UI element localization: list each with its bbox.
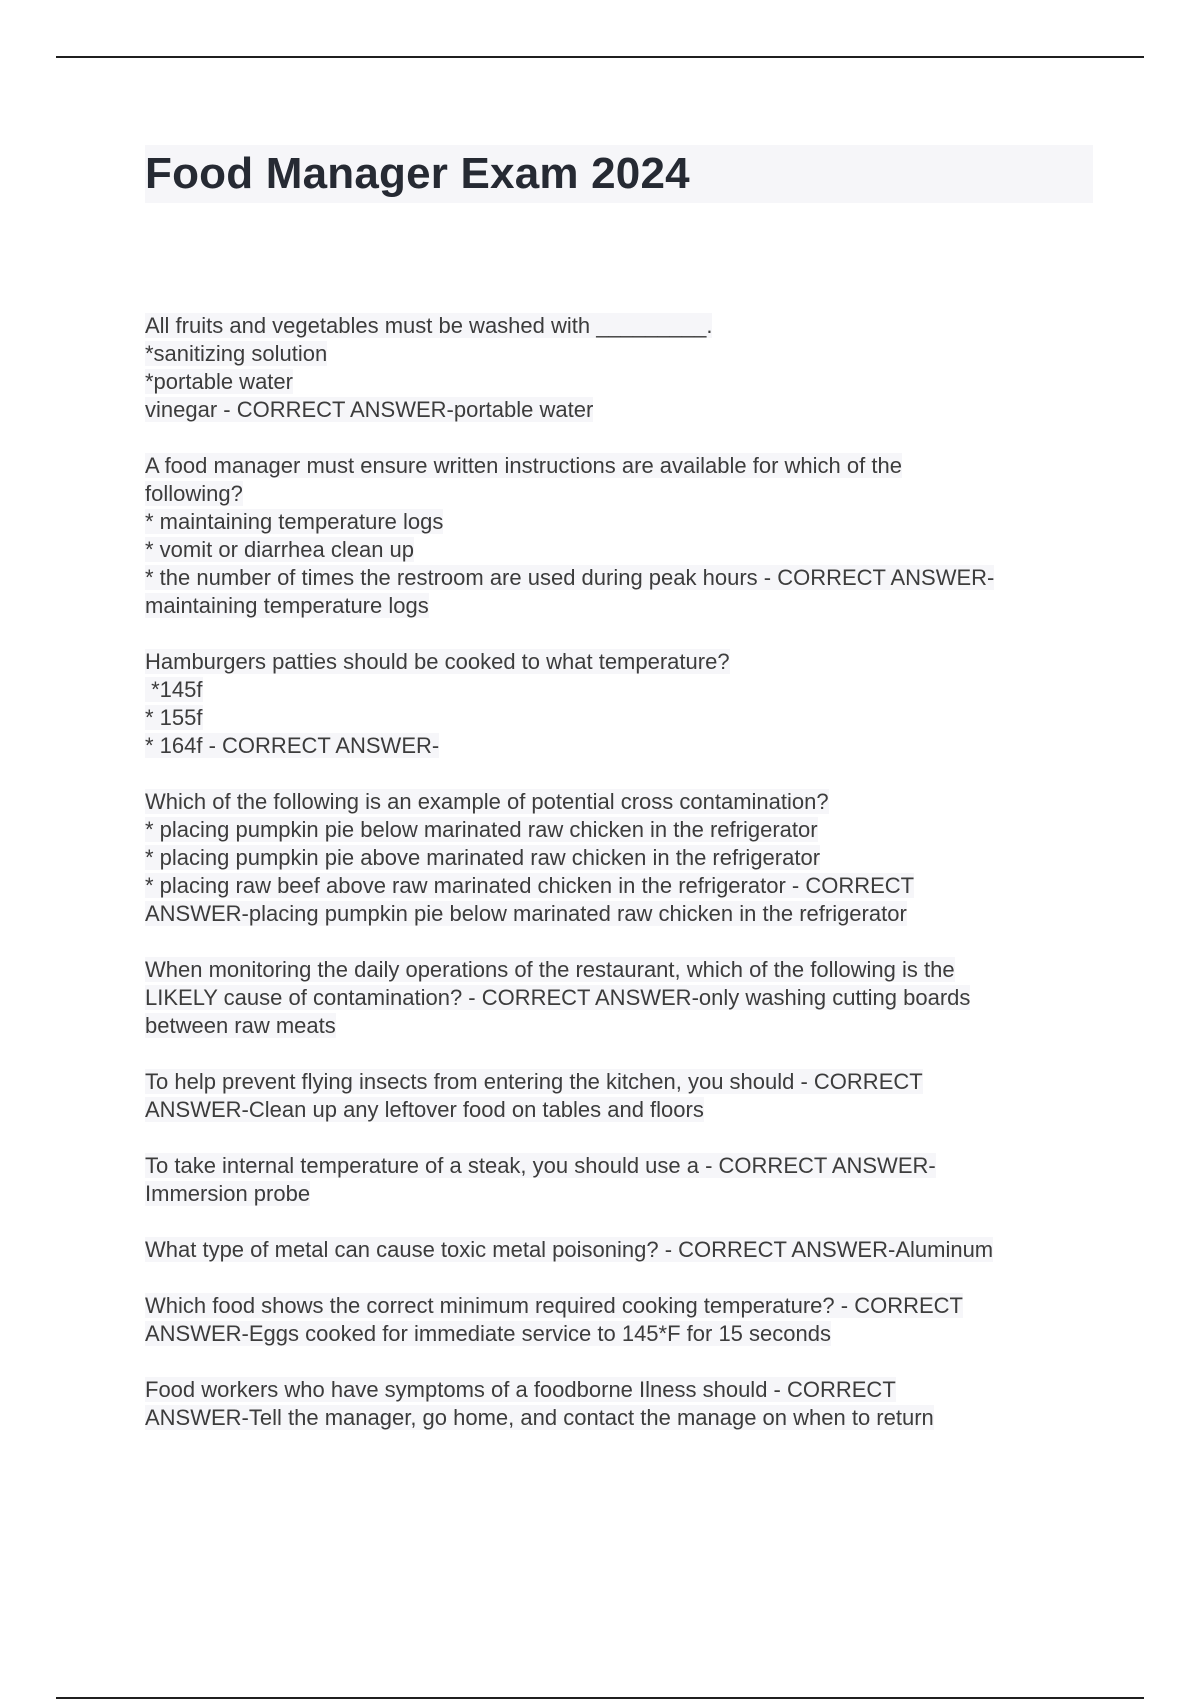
document-body: [145, 312, 1095, 1460]
qa-block-7: [145, 1152, 1095, 1208]
title-band: [145, 145, 1093, 203]
text-line: ANSWER-Eggs cooked for immediate service to 145*F for 15 seconds: [145, 1321, 831, 1346]
qa-block-3: [145, 648, 1095, 760]
text-line: * placing raw beef above raw marinated chicken in the refrigerator - CORRECT: [145, 873, 915, 898]
text-line: *portable water: [145, 369, 293, 394]
text-line: * the number of times the restroom are used during peak hours - CORRECT ANSWER-: [145, 565, 995, 590]
qa-block-6: [145, 1068, 1095, 1124]
text-line: When monitoring the daily operations of the restaurant, which of the following is the: [145, 957, 955, 982]
text-line: vinegar - CORRECT ANSWER-portable water: [145, 397, 594, 422]
text-line: ANSWER-placing pumpkin pie below marinated raw chicken in the refrigerator: [145, 901, 907, 926]
qa-block-8: [145, 1236, 1095, 1264]
qa-block-2: [145, 452, 1095, 620]
text-line: LIKELY cause of contamination? - CORRECT ANSWER-only washing cutting boards: [145, 985, 971, 1010]
text-line: * 155f: [145, 705, 203, 730]
top-rule: [56, 56, 1144, 58]
text-line: A food manager must ensure written instructions are available for which of the: [145, 453, 902, 478]
text-line: ANSWER-Tell the manager, go home, and contact the manage on when to return: [145, 1405, 934, 1430]
text-line: between raw meats: [145, 1013, 336, 1038]
bottom-rule: [56, 1697, 1144, 1699]
text-line: * vomit or diarrhea clean up: [145, 537, 415, 562]
qa-block-1: [145, 312, 1095, 424]
text-line: Which of the following is an example of potential cross contamination?: [145, 789, 829, 814]
text-line: *145f: [145, 677, 203, 702]
page-title: Food Manager Exam 2024: [145, 149, 690, 198]
text-line: Immersion probe: [145, 1181, 311, 1206]
qa-block-9: [145, 1292, 1095, 1348]
text-line: * 164f - CORRECT ANSWER-: [145, 733, 440, 758]
text-line: What type of metal can cause toxic metal poisoning? - CORRECT ANSWER-Aluminum: [145, 1237, 994, 1262]
text-line: Hamburgers patties should be cooked to what temperature?: [145, 649, 730, 674]
text-line: Food workers who have symptoms of a foodborne Ilness should - CORRECT: [145, 1377, 896, 1402]
text-line: Which food shows the correct minimum required cooking temperature? - CORRECT: [145, 1293, 963, 1318]
text-line: All fruits and vegetables must be washed with _________.: [145, 313, 713, 338]
text-line: * maintaining temperature logs: [145, 509, 444, 534]
text-line: maintaining temperature logs: [145, 593, 429, 618]
qa-block-4: [145, 788, 1095, 928]
text-line: * placing pumpkin pie below marinated raw chicken in the refrigerator: [145, 817, 818, 842]
text-line: ANSWER-Clean up any leftover food on tables and floors: [145, 1097, 704, 1122]
text-line: *sanitizing solution: [145, 341, 328, 366]
qa-block-10: [145, 1376, 1095, 1432]
text-line: following?: [145, 481, 243, 506]
text-line: * placing pumpkin pie above marinated raw chicken in the refrigerator: [145, 845, 821, 870]
text-line: To take internal temperature of a steak, you should use a - CORRECT ANSWER-: [145, 1153, 936, 1178]
qa-block-5: [145, 956, 1095, 1040]
text-line: To help prevent flying insects from entering the kitchen, you should - CORRECT: [145, 1069, 923, 1094]
